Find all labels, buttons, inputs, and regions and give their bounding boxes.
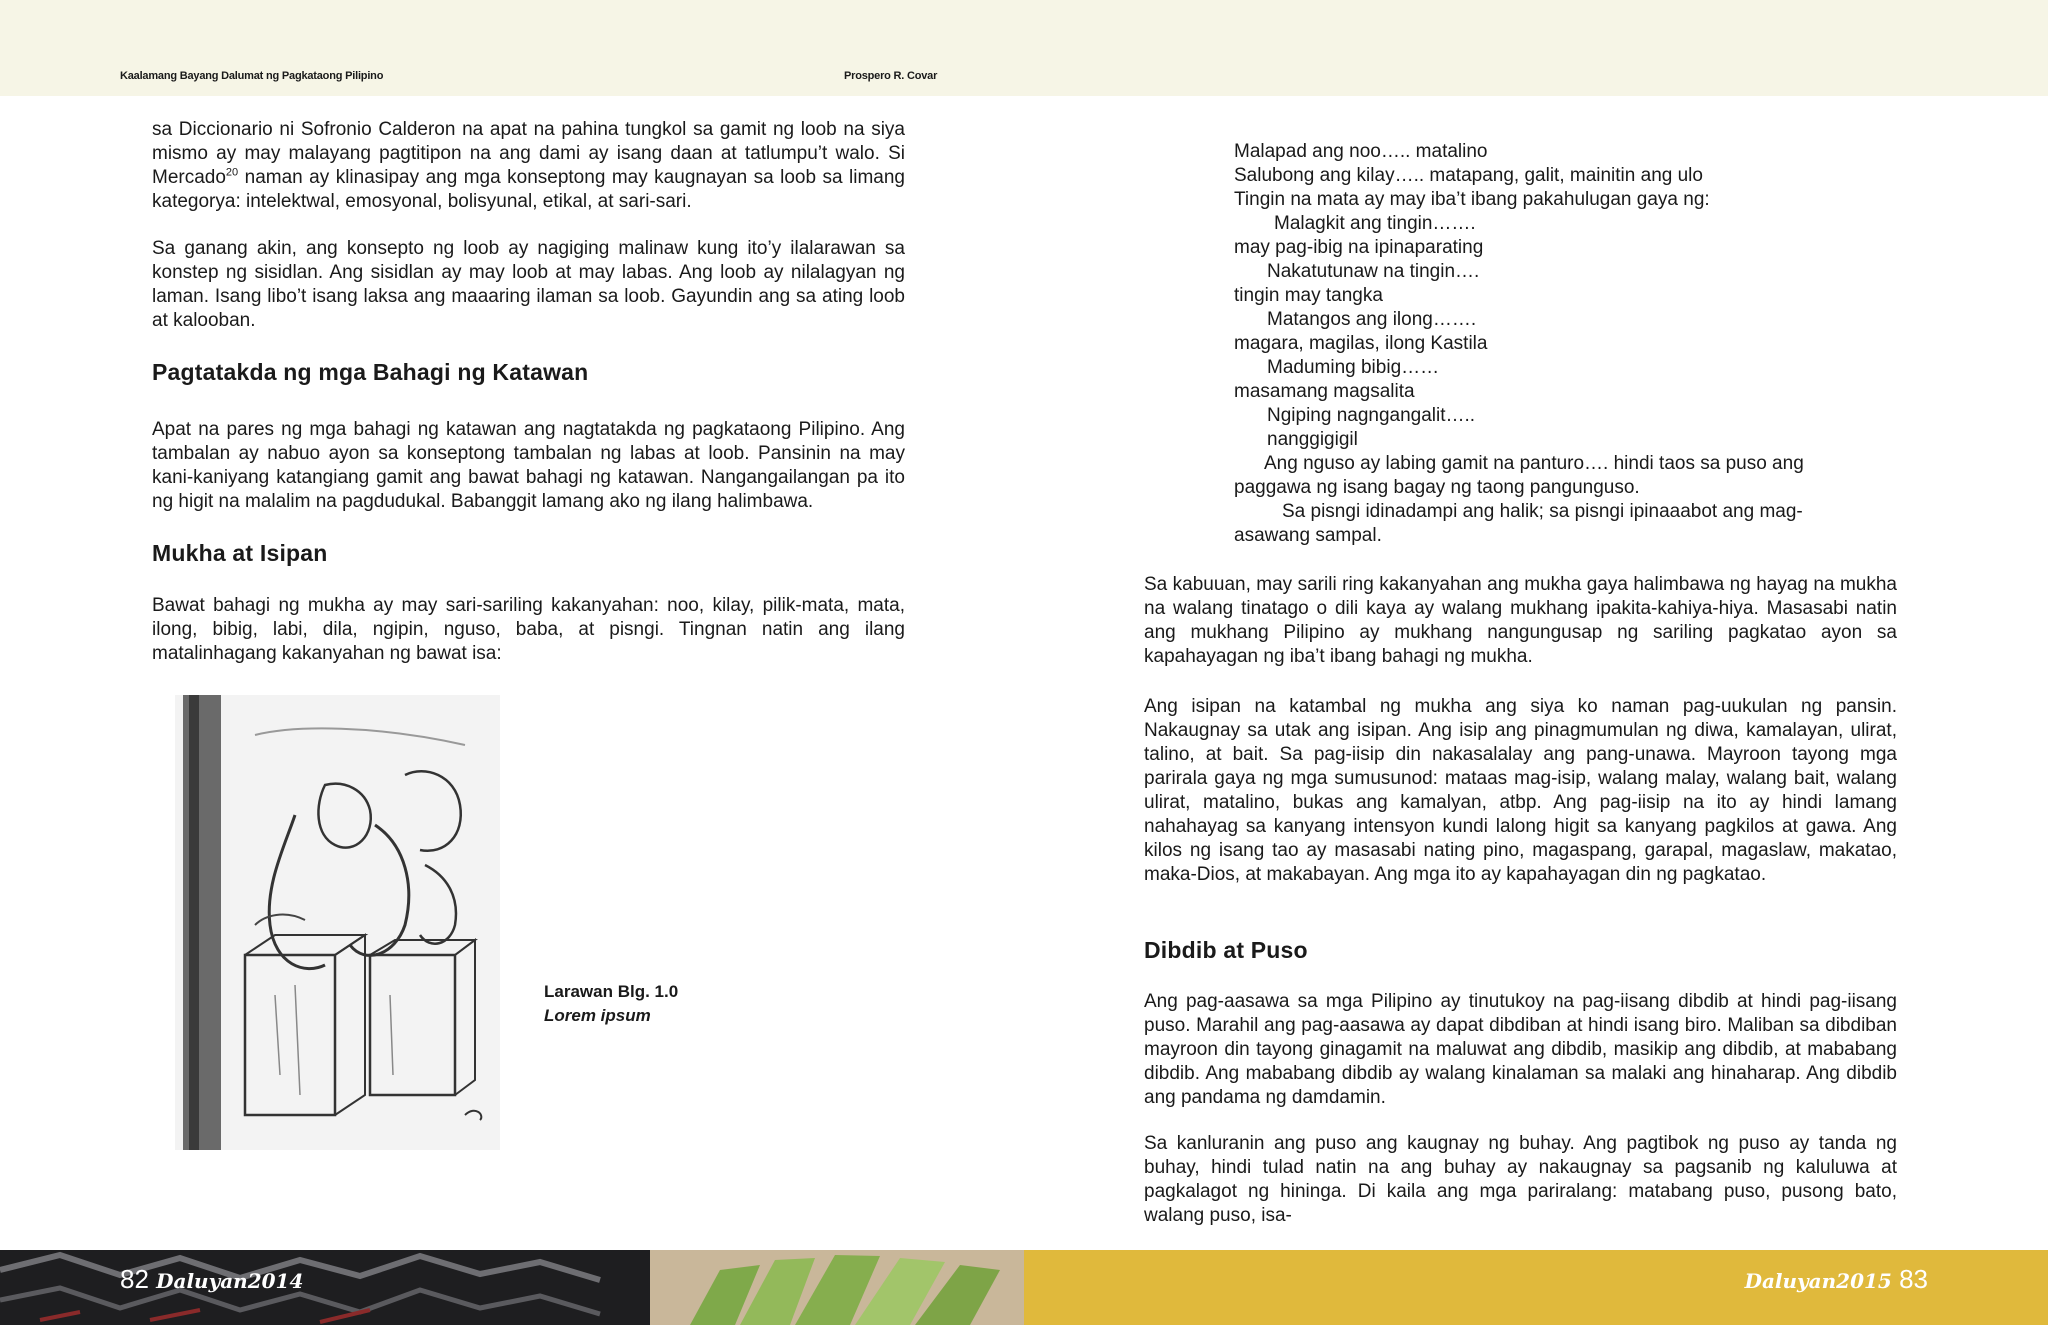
figure-caption	[544, 980, 678, 1028]
right-column-p2	[1144, 695, 1897, 887]
left-column-p3	[152, 418, 905, 514]
poem-line: Malagkit ang tingin…….	[1274, 213, 1476, 234]
paragraph: Sa kanluranin ang puso ang kaugnay ng buhay. Ang pagtibok ng puso ay tanda ng buhay, hindi tulad natin na ang buhay ay nakaugnay sa pagsanib ng kaluluwa at pagkalagot ng hininga. Di kaila ang mga pariralang: matabang puso, pusong bato, walang puso, isa-	[1144, 1133, 1897, 1226]
paragraph: Sa ganang akin, ang konsepto ng loob ay nagiging malinaw kung ito’y ilalarawan sa konstep ng sisidlan. Ang sisidlan ay may loob at may labas. Ang loob ay nilalagyan ng laman. Isang libo’t isang laksa ang maaaring ilaman sa loob. Gayundin ang sa ating loob at kalooban.	[152, 238, 905, 331]
footer-left	[120, 1264, 303, 1295]
poem-line: Maduming bibig……	[1267, 357, 1440, 378]
section-heading-block	[152, 360, 905, 384]
footer-right	[1745, 1264, 1928, 1295]
paragraph: sa Diccionario ni Sofronio Calderon na apat na pahina tungkol sa gamit ng loob na siya mismo ay may malayang pagtitipon na ang dami ay isang daan at tatlumpu’t walo. Si Mercado$^{20}$ naman ay klinasipay ang mga konseptong may kaugnayan sa loob sa limang kategorya: intelektwal, emosyonal, bolisyunal, etikal, at sari-sari.	[152, 119, 905, 212]
paragraph: Apat na pares ng mga bahagi ng katawan ang nagtatakda ng pagkataong Pilipino. Ang tambalan ay nabuo ayon sa konseptong tambalan ng labas at loob. Pansinin na may kani-kaniyang katangiang gamit ang bawat bahagi ng katawan. Nangangailangan pa ito ng higit na malalim na pagdudukal. Babanggit lamang ako ng ilang halimbawa.	[152, 419, 905, 512]
right-column-p1	[1144, 573, 1897, 669]
page-number-right: 83	[1899, 1264, 1928, 1294]
poem-line: tingin may tangka	[1234, 285, 1383, 306]
poem-list	[1234, 140, 1804, 548]
right-column-p3	[1144, 990, 1897, 1110]
running-header-author: Prospero R. Covar	[844, 70, 938, 82]
paragraph: Sa kabuuan, may sarili ring kakanyahan ang mukha gaya halimbawa ng hayag na mukha na walang tinatago o dili kaya ay walang mukhang ipakita-kahiya-hiya. Masasabi natin ang mukhang Pilipino ay mukhang nangungusap ng sariling pagkatao ayon sa kapahayagan ng iba’t ibang bahagi ng mukha.	[1144, 574, 1897, 667]
page-number-left: 82	[120, 1264, 149, 1294]
poem-line: Salubong ang kilay….. matapang, galit, mainitin ang ulo	[1234, 165, 1703, 186]
poem-line: Tingin na mata ay may iba’t ibang pakahulugan gaya ng:	[1234, 189, 1710, 210]
poem-line: Ang nguso ay labing gamit na panturo…. hindi taos sa puso ang	[1264, 453, 1804, 474]
figure-sketch-image	[175, 695, 500, 1150]
poem-line: asawang sampal.	[1234, 525, 1382, 546]
caption-title: Larawan Blg. 1.0	[544, 982, 679, 1001]
section-heading: Dibdib at Puso	[1144, 937, 1308, 963]
paragraph: Ang pag-aasawa sa mga Pilipino ay tinutukoy na pag-iisang dibdib at hindi pag-iisang puso. Marahil ang pag-aasawa ay dapat dibdiban at hindi isang biro. Maliban sa dibdiban mayroon din tayong ginagamit na maluwat ang dibdib, masikip ang dibdib, at mababang dibdib. Ang mababang dibdib ay walang kinalaman sa malaki ang hinaharap. Ang dibdib ang pandama ng damdamin.	[1144, 991, 1897, 1108]
left-column-p4	[152, 594, 905, 666]
poem-line: Matangos ang ilong…….	[1267, 309, 1477, 330]
sketch-illustration	[175, 695, 500, 1150]
poem-line: nanggigigil	[1267, 429, 1358, 450]
paragraph: Ang isipan na katambal ng mukha ang siya ko naman pag-uukulan ng pansin. Nakaugnay sa utak ang isipan. Ang isip ang pinagmumulan ng diwa, kamalayan, ulirat, talino, at bait. Sa pag-iisip din nakasalalay ang pang-unawa. Mayroon tayong mga parirala gaya ng mga sumusunod: mataas mag-isip, walang malay, walang bait, walang ulirat, matalino, bukas ang kamalyan, atbp. Ang pag-iisip na ito ay hindi lamang nahahayag sa kanyang intensyon kundi lalong higit sa kanyang pagkilos at gawa. Ang kilos ng isang tao ay masasabi nating pino, magaspang, garapal, magaslaw, makatao, maka-Dios, at makabayan. Ang mga ito ay kapahayagan din ng pagkatao.	[1144, 696, 1897, 885]
caption-subtitle: Lorem ipsum	[544, 1006, 651, 1025]
section-heading: Mukha at Isipan	[152, 540, 328, 566]
poem-line: Nakatutunaw na tingin….	[1267, 261, 1480, 282]
poem-line: paggawa ng isang bagay ng taong pangunguso.	[1234, 477, 1640, 498]
subsection-heading-block	[152, 541, 905, 565]
magazine-brand-right: Daluyan2015	[1744, 1269, 1892, 1293]
paragraph: Bawat bahagi ng mukha ay may sari-sariling kakanyahan: noo, kilay, pilik-mata, mata, ilong, bibig, labi, dila, ngipin, nguso, baba, at pisngi. Tingnan natin ang ilang matalinhagang kakanyahan ng bawat isa:	[152, 595, 905, 664]
running-header-title: Kaalamang Bayang Dalumat ng Pagkataong Pilipino	[120, 70, 384, 82]
footnote-ref[interactable]: 20	[225, 166, 239, 179]
section-heading: Pagtatakda ng mga Bahagi ng Katawan	[152, 359, 589, 385]
poem-line: Ngiping nagngangalit…..	[1267, 405, 1476, 426]
magazine-brand-left: Daluyan2014	[156, 1269, 304, 1293]
poem-line: Malapad ang noo….. matalino	[1234, 141, 1488, 162]
right-column-p4	[1144, 1132, 1897, 1228]
poem-line: may pag-ibig na ipinaparating	[1234, 237, 1484, 258]
poem-line: masamang magsalita	[1234, 381, 1415, 402]
poem-line: Sa pisngi idinadampi ang halik; sa pisngi ipinaaabot ang mag-	[1282, 501, 1803, 522]
left-column-p2	[152, 237, 905, 333]
right-heading-block	[1144, 938, 1897, 962]
left-column-top	[152, 118, 905, 214]
poem-line: magara, magilas, ilong Kastila	[1234, 333, 1488, 354]
